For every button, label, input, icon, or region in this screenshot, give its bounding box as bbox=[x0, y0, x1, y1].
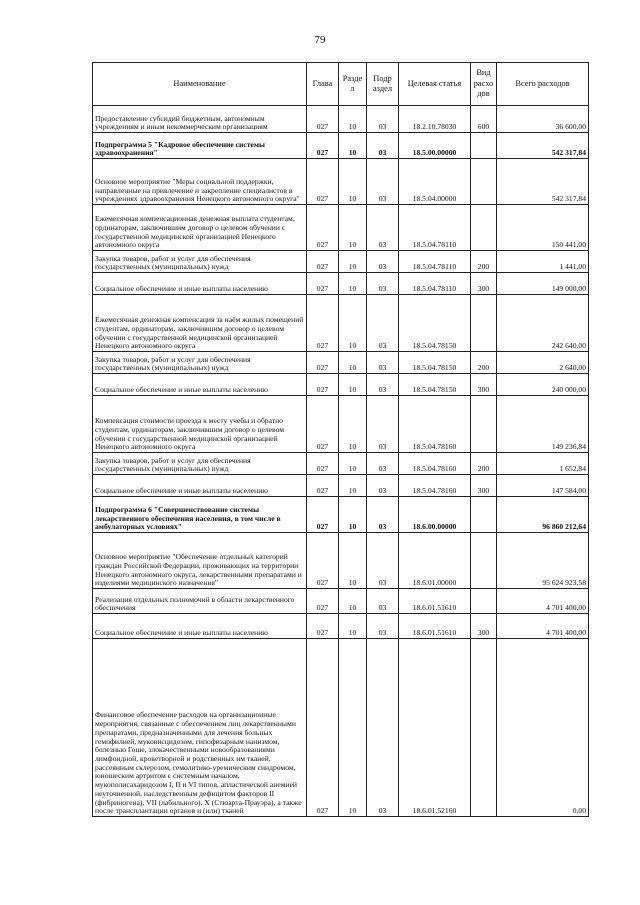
row-subsection: 03 bbox=[367, 374, 399, 396]
row-type: 200 bbox=[471, 251, 497, 273]
row-subsection: 03 bbox=[367, 133, 399, 159]
table-row bbox=[93, 159, 589, 205]
row-chapter: 027 bbox=[307, 251, 339, 273]
table-row bbox=[93, 374, 589, 396]
row-subsection: 03 bbox=[367, 497, 399, 533]
row-name: Социальное обеспечение и иные выплаты населению bbox=[93, 273, 307, 295]
table-row bbox=[93, 205, 589, 251]
row-subsection: 03 bbox=[367, 295, 399, 352]
row-subsection: 03 bbox=[367, 352, 399, 374]
row-type bbox=[471, 396, 497, 453]
row-section: 10 bbox=[339, 106, 367, 133]
row-total: 4 701 400,00 bbox=[497, 614, 589, 639]
row-name: Финансовое обеспечение расходов на организационные мероприятия, связанные с обеспечением лиц лекарственными препаратами, предназначенными для лечения больных гемофилией, муковисцидозом, гипофизарным нанизмом, болезнью Гоше, злокачественными новообразованиями лимфоидной, кроветворной и родственных им тканей, рассеянным склерозом, гемолитико-уремическим синдромом, юношеским артритом с системным началом, мукополисахаридозом I, II и VI типов, апластической анемией неуточненной, наследственным дефицитом факторов II (фибриногена), VII (лабильного), X (Стюарта-Прауэра), а также после трансплантации органов и (или) тканей bbox=[93, 639, 307, 817]
row-name: Закупка товаров, работ и услуг для обеспечения государственных (муниципальных) нужд bbox=[93, 352, 307, 374]
row-total: 150 441,00 bbox=[497, 205, 589, 251]
row-total: 1 441,00 bbox=[497, 251, 589, 273]
row-name: Социальное обеспечение и иные выплаты населению bbox=[93, 475, 307, 497]
row-section: 10 bbox=[339, 273, 367, 295]
row-section: 10 bbox=[339, 159, 367, 205]
row-name: Основное мероприятие "Меры социальной поддержки, направленные на привлечение и закрепление специалистов в учреждениях здравоохранения Ненецкого автономного округа" bbox=[93, 159, 307, 205]
row-section: 10 bbox=[339, 251, 367, 273]
row-chapter: 027 bbox=[307, 475, 339, 497]
table-row bbox=[93, 106, 589, 133]
row-section: 10 bbox=[339, 614, 367, 639]
row-total: 1 652,84 bbox=[497, 453, 589, 475]
row-section: 10 bbox=[339, 396, 367, 453]
table-row bbox=[93, 453, 589, 475]
row-type bbox=[471, 533, 497, 589]
row-total: 96 860 212,64 bbox=[497, 497, 589, 533]
header-expense-type: Вид расхо дов bbox=[471, 63, 497, 106]
header-total: Всего расходов bbox=[497, 63, 589, 106]
row-target: 18.5.04.78160 bbox=[399, 475, 471, 497]
row-chapter: 027 bbox=[307, 614, 339, 639]
row-target: 18.5.04.78110 bbox=[399, 251, 471, 273]
row-name: Ежемесячная компенсационная денежная выплата студентам, ординаторам, заключившим договор о целевом обучении с государственной медицинской организацией Ненецкого автономного округа bbox=[93, 205, 307, 251]
row-chapter: 027 bbox=[307, 106, 339, 133]
row-target: 18.6.01.51610 bbox=[399, 614, 471, 639]
table-row bbox=[93, 639, 589, 817]
row-chapter: 027 bbox=[307, 133, 339, 159]
row-section: 10 bbox=[339, 497, 367, 533]
table-row bbox=[93, 251, 589, 273]
row-chapter: 027 bbox=[307, 589, 339, 614]
row-section: 10 bbox=[339, 205, 367, 251]
row-target: 18.5.04.78160 bbox=[399, 396, 471, 453]
row-subsection: 03 bbox=[367, 533, 399, 589]
row-total: 4 701 400,00 bbox=[497, 589, 589, 614]
row-chapter: 027 bbox=[307, 273, 339, 295]
row-subsection: 03 bbox=[367, 396, 399, 453]
row-chapter: 027 bbox=[307, 533, 339, 589]
row-target: 18.5.04.78150 bbox=[399, 295, 471, 352]
row-section: 10 bbox=[339, 374, 367, 396]
row-target: 18.6.00.00000 bbox=[399, 497, 471, 533]
header-chapter: Глава bbox=[307, 63, 339, 106]
table-row bbox=[93, 133, 589, 159]
row-type: 300 bbox=[471, 374, 497, 396]
row-chapter: 027 bbox=[307, 205, 339, 251]
row-total: 542 317,84 bbox=[497, 159, 589, 205]
row-type: 200 bbox=[471, 352, 497, 374]
header-target: Целевая статья bbox=[399, 63, 471, 106]
row-chapter: 027 bbox=[307, 352, 339, 374]
header-section: Разде л bbox=[339, 63, 367, 106]
row-total: 147 584,00 bbox=[497, 475, 589, 497]
row-target: 18.6.01.51610 bbox=[399, 589, 471, 614]
table-row bbox=[93, 396, 589, 453]
row-chapter: 027 bbox=[307, 639, 339, 817]
row-type bbox=[471, 497, 497, 533]
row-type: 200 bbox=[471, 453, 497, 475]
row-name: Социальное обеспечение и иные выплаты населению bbox=[93, 614, 307, 639]
row-total: 242 640,00 bbox=[497, 295, 589, 352]
row-target: 18.6.01.52160 bbox=[399, 639, 471, 817]
row-total: 95 624 923,58 bbox=[497, 533, 589, 589]
header-row bbox=[93, 63, 589, 106]
row-chapter: 027 bbox=[307, 374, 339, 396]
header-name: Наименование bbox=[93, 63, 307, 106]
row-type: 300 bbox=[471, 475, 497, 497]
row-section: 10 bbox=[339, 639, 367, 817]
row-name: Подпрограмма 5 "Кадровое обеспечение системы здравоохранения" bbox=[93, 133, 307, 159]
row-subsection: 03 bbox=[367, 453, 399, 475]
row-chapter: 027 bbox=[307, 295, 339, 352]
row-name: Предоставление субсидий бюджетным, автономным учреждениям и иным некоммерческим организациям bbox=[93, 106, 307, 133]
row-total: 149 000,00 bbox=[497, 273, 589, 295]
row-target: 18.6.01.00000 bbox=[399, 533, 471, 589]
row-total: 149 236,84 bbox=[497, 396, 589, 453]
row-chapter: 027 bbox=[307, 497, 339, 533]
row-type bbox=[471, 639, 497, 817]
row-total: 542 317,84 bbox=[497, 133, 589, 159]
table-row bbox=[93, 497, 589, 533]
table-row bbox=[93, 589, 589, 614]
row-target: 18.2.10.78030 bbox=[399, 106, 471, 133]
row-target: 18.5.04.78150 bbox=[399, 374, 471, 396]
row-name: Социальное обеспечение и иные выплаты населению bbox=[93, 374, 307, 396]
row-name: Подпрограмма 6 "Совершенствование системы лекарственного обеспечения населения, в том числе в амбулаторных условиях" bbox=[93, 497, 307, 533]
table-row bbox=[93, 533, 589, 589]
row-subsection: 03 bbox=[367, 639, 399, 817]
row-target: 18.5.04.00000 bbox=[399, 159, 471, 205]
row-subsection: 03 bbox=[367, 205, 399, 251]
row-target: 18.5.04.78150 bbox=[399, 352, 471, 374]
row-target: 18.5.04.78110 bbox=[399, 273, 471, 295]
row-type bbox=[471, 205, 497, 251]
row-total: 36 600,00 bbox=[497, 106, 589, 133]
row-section: 10 bbox=[339, 352, 367, 374]
row-subsection: 03 bbox=[367, 475, 399, 497]
row-name: Основное мероприятие "Обеспечение отдельных категорий граждан Российской Федерации, проживающих на территории Ненецкого автономного округа, лекарственными препаратами и изделиями медицинского назначения" bbox=[93, 533, 307, 589]
budget-table bbox=[92, 62, 589, 817]
row-total: 0,00 bbox=[497, 639, 589, 817]
row-name: Закупка товаров, работ и услуг для обеспечения государственных (муниципальных) нужд bbox=[93, 453, 307, 475]
row-name: Реализация отдельных полномочий в области лекарственного обеспечения bbox=[93, 589, 307, 614]
row-section: 10 bbox=[339, 295, 367, 352]
row-subsection: 03 bbox=[367, 614, 399, 639]
row-chapter: 027 bbox=[307, 396, 339, 453]
row-total: 240 000,00 bbox=[497, 374, 589, 396]
row-target: 18.5.04.78160 bbox=[399, 453, 471, 475]
row-name: Закупка товаров, работ и услуг для обеспечения государственных (муниципальных) нужд bbox=[93, 251, 307, 273]
row-total: 2 640,00 bbox=[497, 352, 589, 374]
page-number: 79 bbox=[314, 34, 326, 46]
row-section: 10 bbox=[339, 475, 367, 497]
row-name: Ежемесячная денежная компенсация за наём жилых помещений студентам, ординаторам, заключившим договор о целевом обучении с государственной медицинской организацией Ненецкого автономного округа bbox=[93, 295, 307, 352]
row-chapter: 027 bbox=[307, 453, 339, 475]
row-type bbox=[471, 589, 497, 614]
row-section: 10 bbox=[339, 533, 367, 589]
row-section: 10 bbox=[339, 133, 367, 159]
header-subsection: Подр аздел bbox=[367, 63, 399, 106]
row-target: 18.5.00.00000 bbox=[399, 133, 471, 159]
row-subsection: 03 bbox=[367, 251, 399, 273]
table-row bbox=[93, 273, 589, 295]
row-subsection: 03 bbox=[367, 273, 399, 295]
row-type: 300 bbox=[471, 614, 497, 639]
row-section: 10 bbox=[339, 453, 367, 475]
row-subsection: 03 bbox=[367, 159, 399, 205]
table-row bbox=[93, 295, 589, 352]
table-row bbox=[93, 352, 589, 374]
row-type bbox=[471, 295, 497, 352]
row-type bbox=[471, 133, 497, 159]
row-type bbox=[471, 159, 497, 205]
table-row bbox=[93, 614, 589, 639]
row-subsection: 03 bbox=[367, 589, 399, 614]
row-section: 10 bbox=[339, 589, 367, 614]
row-target: 18.5.04.78110 bbox=[399, 205, 471, 251]
row-type: 600 bbox=[471, 106, 497, 133]
row-name: Компенсация стоимости проезда к месту учебы и обратно студентам, ординаторам, заключившим договор о целевом обучении с государственной медицинской организацией Ненецкого автономного округа bbox=[93, 396, 307, 453]
row-chapter: 027 bbox=[307, 159, 339, 205]
row-type: 300 bbox=[471, 273, 497, 295]
table-row bbox=[93, 475, 589, 497]
row-subsection: 03 bbox=[367, 106, 399, 133]
